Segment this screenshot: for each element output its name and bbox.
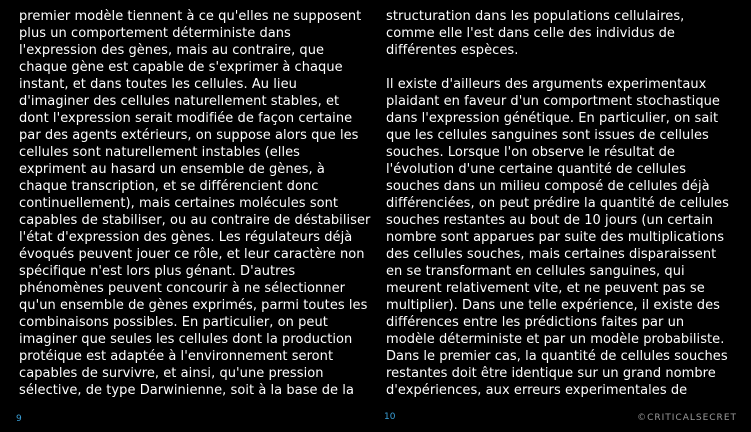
text-line: d'expériences, aux erreurs experimentales de — [386, 383, 688, 398]
text-line: souches. Lorsque l'on observe le résultat de — [386, 145, 675, 160]
page-number-left: 9 — [16, 414, 22, 424]
text-line: Dans le premier cas, la quantité de cellules souches — [386, 349, 728, 364]
text-line: différentes espèces. — [386, 43, 519, 58]
text-line: différenciées, on peut prédire la quantité de cellules — [386, 196, 729, 211]
text-line: instant, et dans toutes les cellules. Au lieu — [19, 77, 297, 92]
text-line: par des agents extérieurs, on suppose alors que les — [19, 128, 359, 143]
text-line: souches restantes au bout de 10 jours (un certain — [386, 213, 714, 228]
text-line: spécifique n'est lors plus génant. D'autres — [19, 264, 296, 279]
text-line: imaginer que seules les cellules dont la production — [19, 332, 353, 347]
text-line: combinaisons possibles. En particulier, on peut — [19, 315, 328, 330]
paragraph-spacer — [386, 59, 742, 76]
text-line: protéique est adaptée à l'environnement seront — [19, 349, 334, 364]
text-line: multiplier). Dans une telle expérience, il existe des — [386, 298, 720, 313]
text-line: que les cellules sanguines sont issues de cellules — [386, 128, 709, 143]
text-line: chaque gène est capable de s'exprimer à chaque — [19, 60, 343, 75]
text-line: souches dans un milieu composé de cellules déjà — [386, 179, 710, 194]
page-number-right: 10 — [384, 412, 396, 422]
text-line: l'expression des gènes, mais au contraire, que — [19, 43, 325, 58]
text-line: des cellules souches, mais certaines disparaissent — [386, 247, 717, 262]
text-line: nombre sont apparues par suite des multiplications — [386, 230, 725, 245]
right-page-text — [386, 8, 742, 399]
text-line: continuellement), mais certaines molécules sont — [19, 196, 339, 211]
text-line: capables de stabiliser, ou au contraire de déstabiliser — [19, 213, 371, 228]
text-line: restantes doit être identique sur un grand nombre — [386, 366, 716, 381]
text-line: comme elle l'est dans celle des individus de — [386, 26, 675, 41]
text-line: premier modèle tiennent à ce qu'elles ne supposent — [19, 9, 362, 24]
text-line: d'imaginer des cellules naturellement stables, et — [19, 94, 340, 109]
text-line: Il existe d'ailleurs des arguments experimentaux — [386, 77, 707, 92]
text-line: capables de survivre, et ainsi, qu'une pression — [19, 366, 324, 381]
text-line: dont l'expression serait modifiée de façon certaine — [19, 111, 353, 126]
text-line: sélective, de type Darwinienne, soit à la base de la — [19, 383, 354, 398]
text-line: chaque transcription, et se différencient donc — [19, 179, 319, 194]
text-line: différences entre les prédictions faites par un — [386, 315, 685, 330]
text-line: modèle déterministe et par un modèle probabiliste. — [386, 332, 725, 347]
text-line: cellules sont naturellement instables (elles — [19, 145, 300, 160]
text-line: évoqués peuvent jouer ce rôle, et leur caractère non — [19, 247, 365, 262]
text-line: structuration dans les populations cellulaires, — [386, 9, 685, 24]
text-line: l'évolution d'une certaine quantité de cellules — [386, 162, 687, 177]
left-page-text — [19, 8, 375, 399]
text-line: expriment au hasard un ensemble de gènes, à — [19, 162, 325, 177]
text-line: plaidant en faveur d'un comportment stochastique — [386, 94, 720, 109]
copyright-notice: ©CRITICALSECRET — [637, 413, 737, 423]
text-line: phénomènes peuvent concourir à ne sélectionner — [19, 281, 346, 296]
text-line: l'état d'expression des gènes. Les régulateurs déjà — [19, 230, 353, 245]
text-line: meurent relativement vite, et ne peuvent pas se — [386, 281, 705, 296]
text-line: qu'un ensemble de gènes exprimés, parmi toutes les — [19, 298, 368, 313]
text-line: dans l'expression génétique. En particulier, on sait — [386, 111, 719, 126]
text-line: en se transformant en cellules sanguines, qui — [386, 264, 685, 279]
text-line: plus un comportement déterministe dans — [19, 26, 291, 41]
